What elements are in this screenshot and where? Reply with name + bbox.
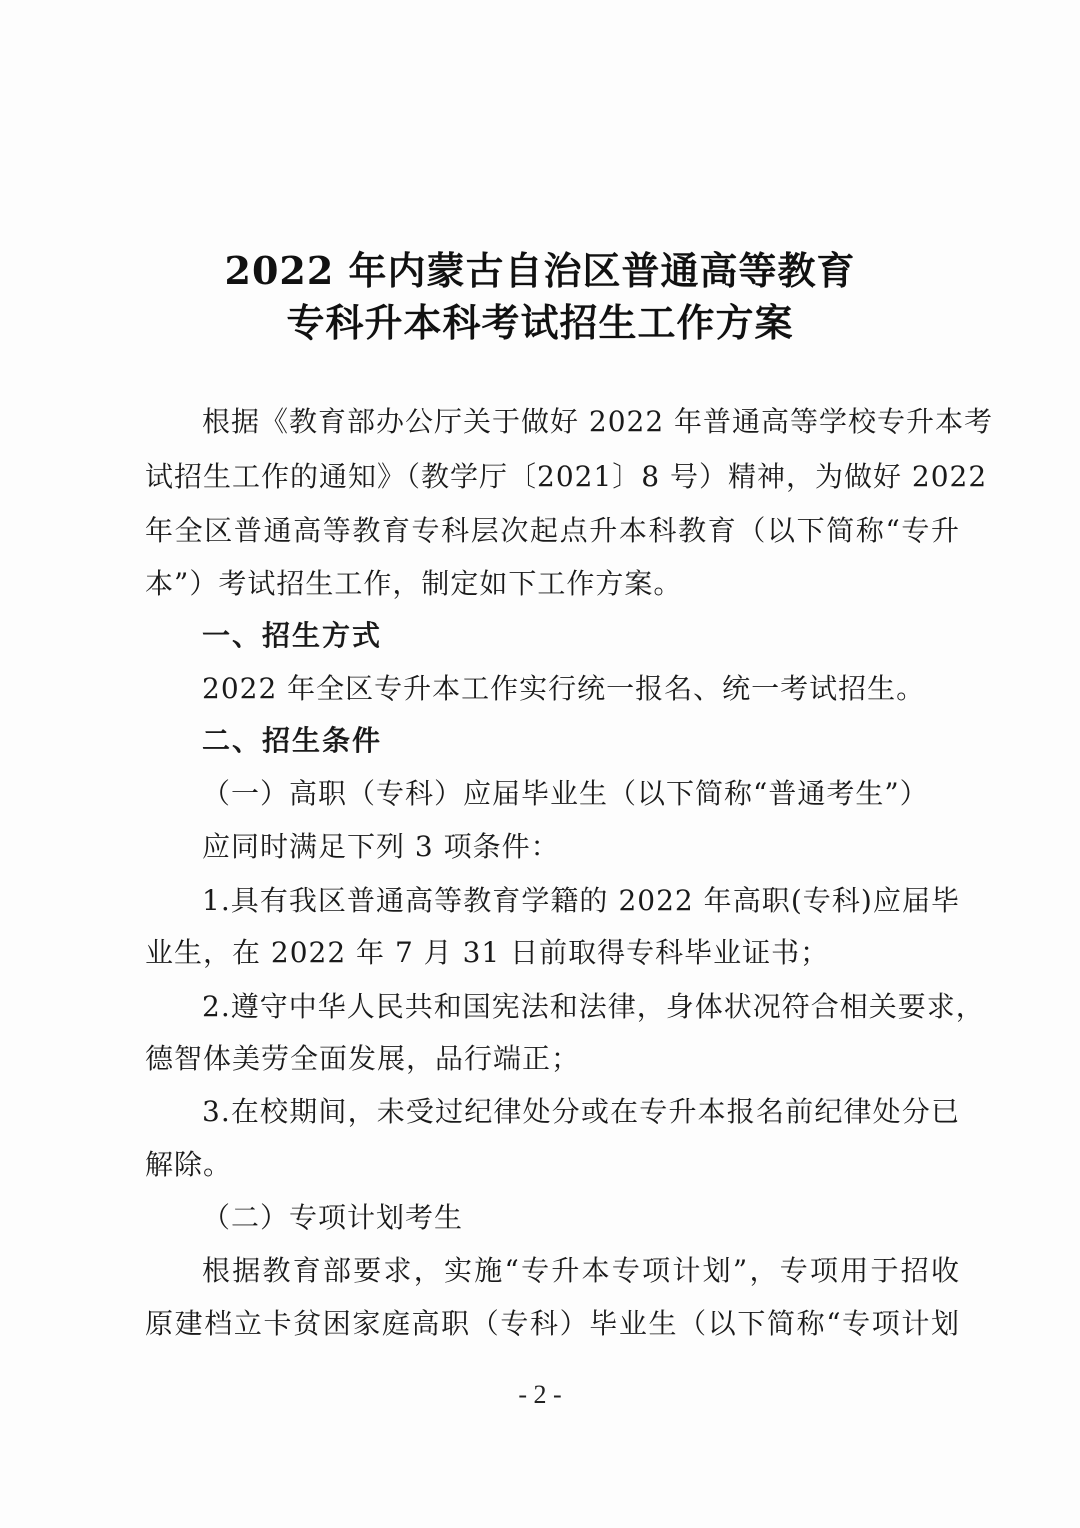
subsection2-heading: （二）专项计划考生 <box>202 1201 464 1234</box>
subsection2-line2: 原建档立卡贫困家庭高职（专科）毕业生（以下简称“专项计划 <box>145 1307 960 1340</box>
page-number: - 2 - <box>518 1380 562 1409</box>
intro-line-4: 本”）考试招生工作，制定如下工作方案。 <box>145 567 683 600</box>
subsection1-heading: （一）高职（专科）应届毕业生（以下简称“普通考生”） <box>202 777 929 810</box>
section1-text: 2022 年全区专升本工作实行统一报名、统一考试招生。 <box>202 672 926 705</box>
document-title-line2: 专科升本科考试招生工作方案 <box>286 300 794 345</box>
condition-1-line1: 1.具有我区普通高等教育学籍的 2022 年高职(专科)应届毕 <box>202 884 960 917</box>
condition-2-line1: 2.遵守中华人民共和国宪法和法律，身体状况符合相关要求， <box>202 990 985 1023</box>
section-heading-recruitment-conditions: 二、招生条件 <box>202 724 383 757</box>
intro-line-3: 年全区普通高等教育专科层次起点升本科教育（以下简称“专升 <box>145 514 960 547</box>
condition-1-line2: 业生，在 2022 年 7 月 31 日前取得专科毕业证书； <box>145 936 830 969</box>
subsection1-intro: 应同时满足下列 3 项条件： <box>202 830 560 863</box>
subsection2-line1: 根据教育部要求，实施“专升本专项计划”，专项用于招收 <box>202 1254 960 1287</box>
section-heading-recruitment-method: 一、招生方式 <box>202 619 383 652</box>
intro-line-2: 试招生工作的通知》（教学厅〔2021〕8 号）精神，为做好 2022 <box>145 460 988 493</box>
condition-3-line2: 解除。 <box>145 1148 233 1181</box>
intro-line-1: 根据《教育部办公厅关于做好 2022 年普通高等学校专升本考 <box>202 405 994 438</box>
condition-3-line1: 3.在校期间，未受过纪律处分或在专升本报名前纪律处分已 <box>202 1095 960 1128</box>
document-title-line1: 2022 年内蒙古自治区普通高等教育 <box>224 248 856 293</box>
condition-2-line2: 德智体美劳全面发展，品行端正； <box>145 1042 581 1075</box>
